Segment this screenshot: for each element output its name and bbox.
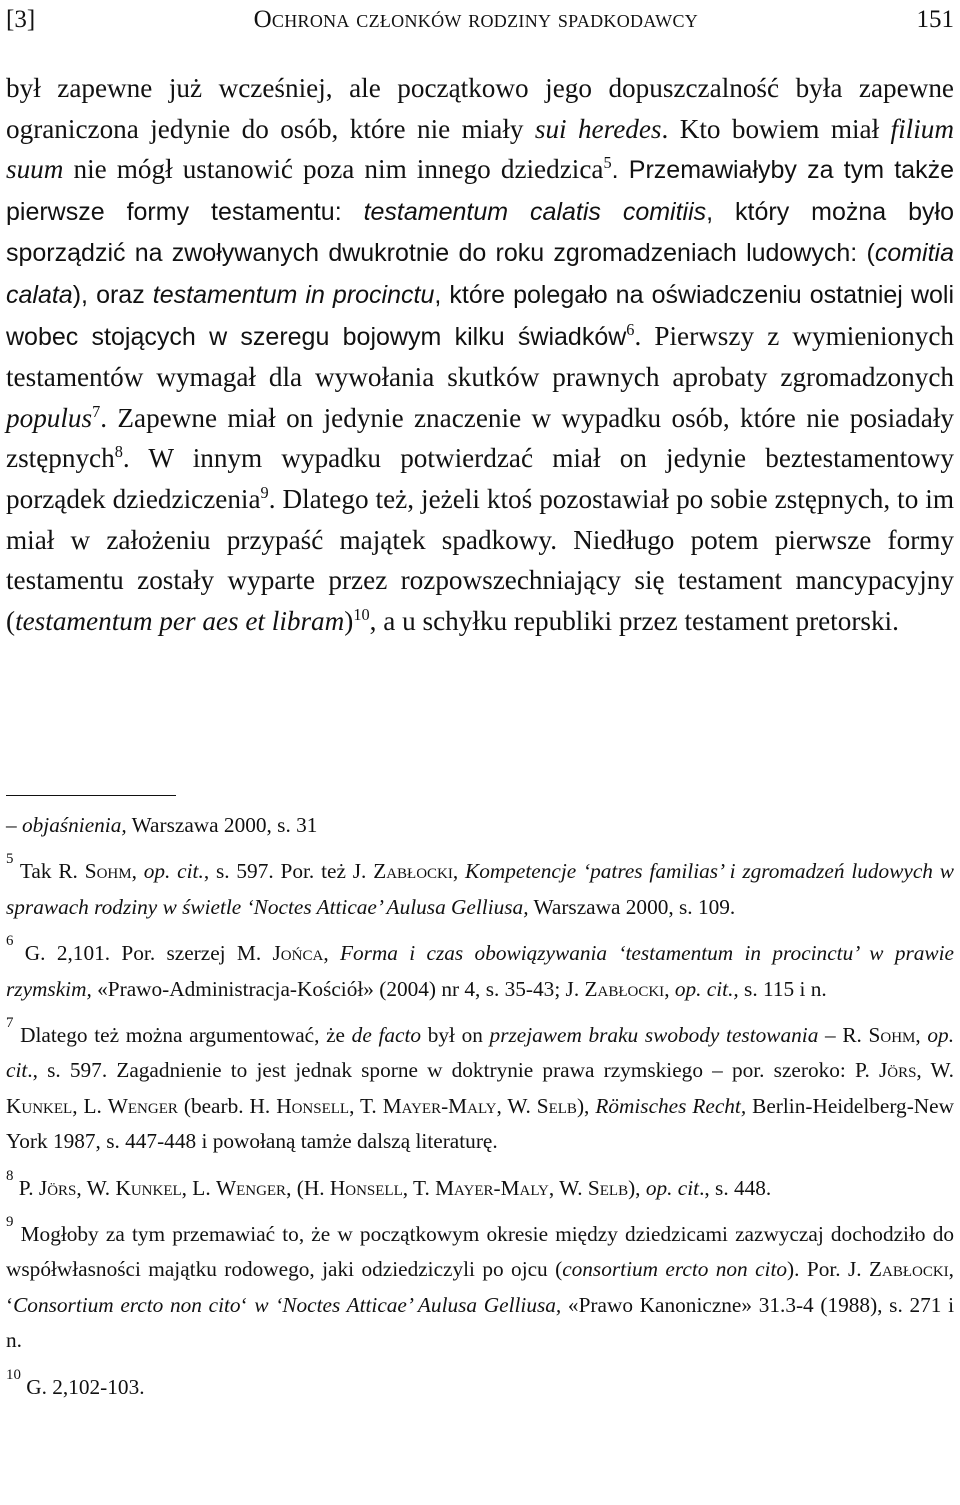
footnote-continuation: – objaśnienia, Warszawa 2000, s. 31 xyxy=(6,813,318,837)
running-header xyxy=(6,0,954,40)
footnote-ref-7[interactable]: 7 xyxy=(92,401,101,421)
footnote-number: 9 xyxy=(6,1214,14,1231)
body-paragraph: był zapewne już wcześniej, ale początkowo jego dopuszczalność była zapewne ograniczona jedynie do osób, które nie miały sui heredes. Kto bowiem miał filium suum nie mógł ustanowić poza nim innego dziedzica$^5$. Przemawiałyby za tym także pierwsze formy testamentu: testamentum calatis comitiis, który można było sporządzić na zwoływanych dwukrotnie do roku zgromadzeniach ludowych: (comitia calata), oraz testamentum in procinctu, które polegało na oświadczeniu ostatniej woli wobec stojących w szeregu bojowym kilku świadków$^6$. Pierwszy z wymienionych testamentów wymagał dla wywołania skutków prawnych aprobaty zgromadzonych populus$^7$. Zapewne miał on jedynie znaczenie w wypadku osób, które nie posiadały zstępnych$^8$. W innym wypadku potwierdzać miał on jedynie beztestamentowy porządek dziedziczenia$^9$. Dlatego też, jeżeli ktoś pozostawiał po sobie zstępnych, to im miał w założeniu przypaść majątek spadkowy. Niedługo potem pierwsze formy testamentu zostały wyparte przez rozpowszechniający się testament mancypacyjny (testamentum per aes et libram)$^{10}$, a u schyłku republiki przez testament pretorski. xyxy=(6,73,955,636)
footnote-number: 10 xyxy=(6,1366,21,1383)
footnote-ref-8[interactable]: 8 xyxy=(114,442,123,462)
footnote-5: $^5$ Tak R. Sohm, op. cit., s. 597. Por. też J. Zabłocki, Kompetencje ‘patres familias’ i zgromadzeń ludowych w sprawach rodziny w świetle ‘Noctes Atticae’ Aulusa Gelliusa, Warszawa 2000, s. 109. xyxy=(6,851,954,919)
running-title: Ochrona członków rodziny spadkodawcy xyxy=(253,6,699,33)
footnote-number: 5 xyxy=(6,851,14,868)
footnote-9: $^9$ Mogłoby za tym przemawiać to, że w początkowym okresie między dziedzicami zazwyczaj dochodziło do współwłasności majątku rodowego, jaki odziedziczyli po ojcu (consortium ercto non cito). Por. J. Zabłocki, ‘Consortium ercto non cito‘ w ‘Noctes Atticae’ Aulusa Gelliusa, «Prawo Kanoniczne» 31.3-4 (1988), s. 271 i n. xyxy=(6,1214,954,1353)
footnote-number: 8 xyxy=(6,1167,14,1184)
footnotes xyxy=(6,808,954,1405)
footnote-ref-6[interactable]: 6 xyxy=(626,319,635,339)
footnote-separator xyxy=(6,795,176,796)
section-number: [3] xyxy=(6,6,36,33)
footnote-6: $^6$ G. 2,101. Por. szerzej M. Jońca, Forma i czas obowiązywania ‘testamentum in procinctu’ w prawie rzymskim, «Prawo-Administracja-Kościół» (2004) nr 4, s. 35-43; J. Zabłocki, op. cit., s. 115 i n. xyxy=(6,933,954,1001)
body-text xyxy=(6,68,954,641)
footnote-8: $^8$ P. Jörs, W. Kunkel, L. Wenger, (H. Honsell, T. Mayer-Maly, W. Selb), op. cit., s. 448. xyxy=(6,1167,772,1200)
footnote-number: 7 xyxy=(6,1015,14,1032)
footnote-ref-10[interactable]: 10 xyxy=(353,604,370,624)
footnote-number: 6 xyxy=(6,933,14,950)
footnote-10: $^{10}$ G. 2,102-103. xyxy=(6,1366,145,1399)
footnote-ref-9[interactable]: 9 xyxy=(260,482,269,502)
page-number: 151 xyxy=(916,6,954,33)
footnote-ref-5[interactable]: 5 xyxy=(603,153,612,173)
footnote-7: $^7$ Dlatego też można argumentować, że de facto był on przejawem braku swobody testowania – R. Sohm, op. cit., s. 597. Zagadnienie to jest jednak sporne w doktrynie prawa rzymskiego – por. szeroko: P. Jörs, W. Kunkel, L. Wenger (bearb. H. Honsell, T. Mayer-Maly, W. Selb), Römisches Recht, Berlin-Heidelberg-New York 1987, s. 447-448 i powołaną tamże dalszą literaturę. xyxy=(6,1015,955,1154)
